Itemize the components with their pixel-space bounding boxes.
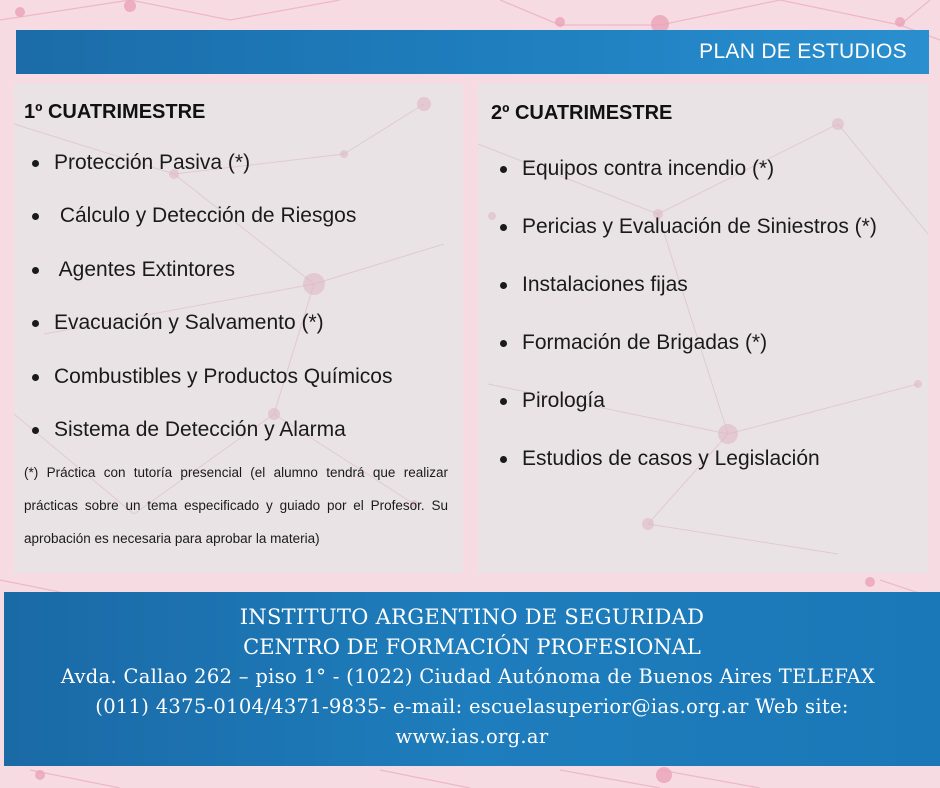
center-name: CENTRO DE FORMACIÓN PROFESIONAL [243, 635, 701, 659]
practice-footnote: (*) Práctica con tutoría presencial (el alumno tendrá que realizar prácticas sobre un tema especificado y guiado por el Profesor. Su aprobación es necesaria para aprobar la materia) [24, 465, 448, 546]
semester-1-title: 1º CUATRIMESTRE [24, 101, 206, 123]
course-name: Pirología [522, 389, 605, 412]
website-link[interactable]: www.ias.org.ar [395, 725, 549, 748]
bullet-icon [32, 267, 39, 274]
address-text: Avda. Callao 262 – piso 1° - (1022) Ciudad Autónoma de Buenos Aires TELEFAX [60, 665, 876, 688]
list-item [32, 203, 392, 256]
bullet-icon [32, 160, 39, 167]
bullet-icon [500, 456, 507, 463]
page-title: PLAN DE ESTUDIOS [699, 40, 907, 63]
course-name: Equipos contra incendio (*) [522, 157, 775, 180]
list-item [32, 364, 392, 417]
bullet-icon [32, 374, 39, 381]
course-name: Agentes Extintores [54, 257, 235, 281]
course-name: Protección Pasiva (*) [54, 151, 251, 174]
semester-2-course-list [500, 156, 877, 504]
course-name: Evacuación y Salvamento (*) [54, 311, 324, 335]
list-item [500, 388, 877, 446]
course-name: Sistema de Detección y Alarma [54, 417, 346, 441]
course-name: Estudios de casos y Legislación [522, 447, 820, 470]
semester-1-panel [14, 84, 463, 573]
bullet-icon [500, 224, 507, 231]
list-item [32, 310, 392, 363]
bullet-icon [32, 427, 39, 434]
course-name: Formación de Brigadas (*) [522, 331, 768, 354]
list-item [32, 257, 392, 310]
bullet-icon [500, 398, 507, 405]
semester-1-course-list [32, 150, 392, 470]
course-name: Cálculo y Detección de Riesgos [54, 204, 357, 228]
contact-text: (011) 4375-0104/4371-9835- e-mail: escuelasuperior@ias.org.ar Web site: [95, 695, 849, 718]
list-item [500, 272, 877, 330]
bullet-icon [32, 213, 39, 220]
bullet-icon [500, 340, 507, 347]
course-name: Instalaciones fijas [522, 273, 688, 296]
course-name: Combustibles y Productos Químicos [54, 364, 393, 388]
list-item [500, 330, 877, 388]
institution-name: INSTITUTO ARGENTINO DE SEGURIDAD [239, 605, 705, 629]
list-item [32, 150, 392, 203]
list-item [500, 156, 877, 214]
list-item [500, 446, 877, 504]
header-bar [16, 30, 929, 74]
course-name: Pericias y Evaluación de Siniestros (*) [522, 215, 877, 238]
bullet-icon [500, 282, 507, 289]
contact-footer [4, 592, 940, 766]
list-item [500, 214, 877, 272]
bullet-icon [500, 166, 507, 173]
semester-2-panel [478, 84, 928, 573]
semester-2-title: 2º CUATRIMESTRE [491, 102, 673, 124]
bullet-icon [32, 320, 39, 327]
